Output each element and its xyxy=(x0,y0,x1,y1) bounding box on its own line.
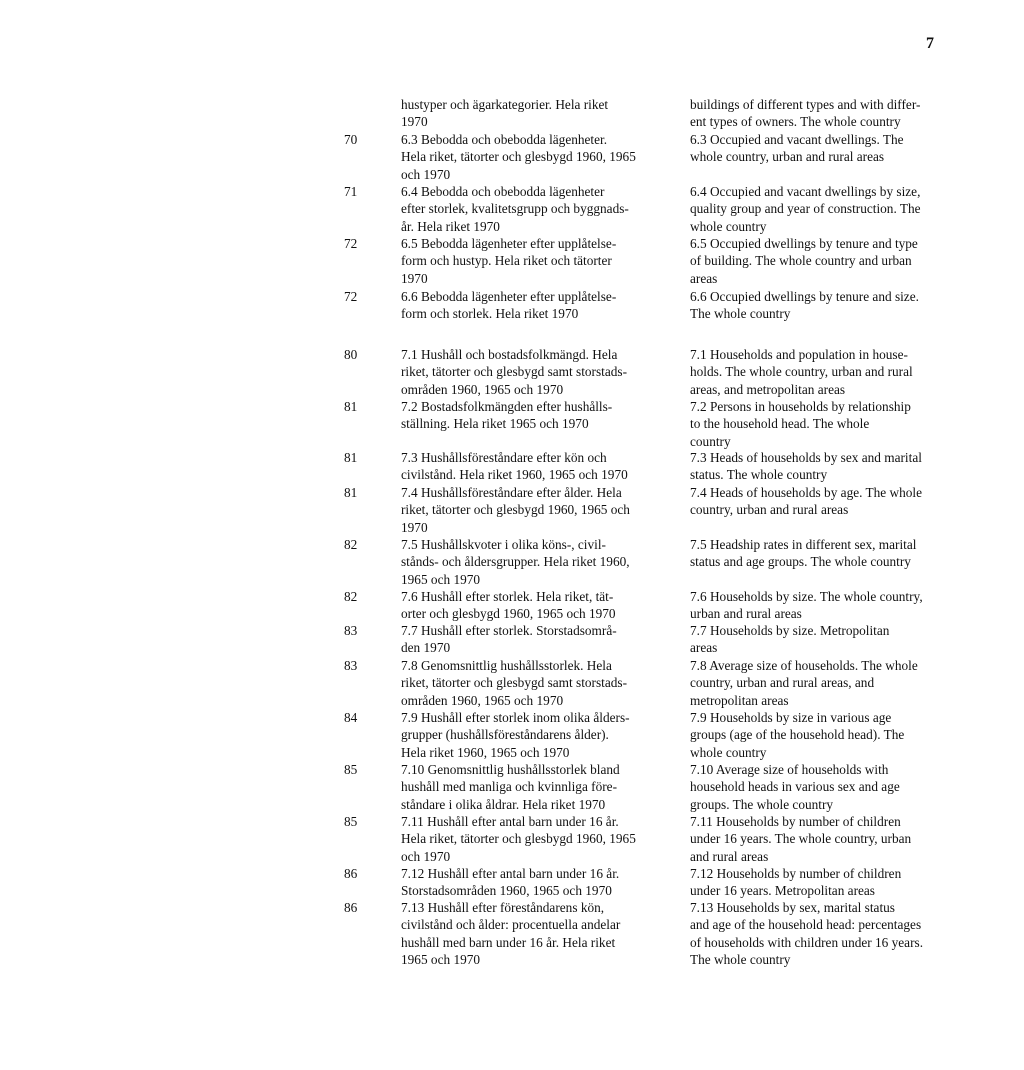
page-reference: 71 xyxy=(344,184,358,199)
swedish-title xyxy=(401,657,659,709)
english-title xyxy=(690,622,942,657)
english-title-line: 7.4 Heads of households by age. The whole xyxy=(690,485,923,500)
english-title-line: The whole country xyxy=(690,951,791,967)
english-title-line: holds. The whole country, urban and rural xyxy=(690,364,913,380)
swedish-title-line: Hela riket, tätorter och glesbygd 1960, 1965 xyxy=(401,831,636,847)
english-title xyxy=(690,449,942,484)
english-title-line: buildings of different types and with differ- xyxy=(690,97,921,112)
page-reference: 85 xyxy=(344,814,358,829)
swedish-title-line: 7.2 Bostadsfolkmängden efter hushålls- xyxy=(401,399,613,414)
page-reference: 84 xyxy=(344,710,358,725)
page-reference: 82 xyxy=(344,537,358,552)
english-title-line: 7.9 Households by size in various age xyxy=(690,710,892,725)
english-title-line: areas xyxy=(690,270,718,286)
swedish-title-line: och 1970 xyxy=(401,848,451,864)
english-title-line: under 16 years. The whole country, urban xyxy=(690,831,912,847)
swedish-title-line: 1970 xyxy=(401,519,428,535)
english-title xyxy=(690,484,942,519)
swedish-title xyxy=(401,288,659,323)
swedish-title-line: ståndare i olika åldrar. Hela riket 1970 xyxy=(401,796,606,812)
english-title-line: whole country xyxy=(690,218,767,234)
english-title-line: The whole country xyxy=(690,306,791,322)
swedish-title xyxy=(401,865,659,900)
english-title xyxy=(690,131,942,166)
swedish-title xyxy=(401,899,659,968)
swedish-title-line: stånds- och åldersgrupper. Hela riket 1960, xyxy=(401,554,630,570)
english-title xyxy=(690,536,942,571)
swedish-title-line: grupper (hushållsföreståndarens ålder). xyxy=(401,727,609,743)
page-reference: 82 xyxy=(344,589,358,604)
swedish-title-line: Hela riket, tätorter och glesbygd 1960, 1965 xyxy=(401,149,636,165)
swedish-title-line: 7.3 Hushållsföreståndare efter kön och xyxy=(401,450,607,465)
swedish-title-line: den 1970 xyxy=(401,640,451,656)
english-title-line: areas xyxy=(690,640,718,656)
english-title-line: and age of the household head: percentages xyxy=(690,917,922,933)
page-reference: 85 xyxy=(344,762,358,777)
page-reference: 83 xyxy=(344,623,358,638)
swedish-title-line: 6.6 Bebodda lägenheter efter upplåtelse- xyxy=(401,289,617,304)
swedish-title xyxy=(401,398,659,433)
english-title xyxy=(690,761,942,813)
swedish-title xyxy=(401,709,659,761)
page-reference: 80 xyxy=(344,347,358,362)
english-title-line: metropolitan areas xyxy=(690,692,789,708)
swedish-title xyxy=(401,484,659,536)
english-title-line: and rural areas xyxy=(690,848,769,864)
english-title xyxy=(690,346,942,398)
swedish-title-line: civilstånd och ålder: procentuella andelar xyxy=(401,917,621,933)
swedish-title-line: 7.11 Hushåll efter antal barn under 16 år. xyxy=(401,814,619,829)
english-title-line: 7.1 Households and population in house- xyxy=(690,347,908,362)
page-reference: 86 xyxy=(344,866,358,881)
english-title xyxy=(690,288,942,323)
page-reference: 81 xyxy=(344,450,358,465)
swedish-title-line: 7.5 Hushållskvoter i olika köns-, civil- xyxy=(401,537,606,552)
english-title-line: of households with children under 16 years. xyxy=(690,934,924,950)
english-title-line: 7.13 Households by sex, marital status xyxy=(690,900,895,915)
english-title xyxy=(690,657,942,709)
swedish-title-line: 7.8 Genomsnittlig hushållsstorlek. Hela xyxy=(401,658,612,673)
english-title-line: groups. The whole country xyxy=(690,796,834,812)
page-reference: 70 xyxy=(344,132,358,147)
swedish-title-line: ställning. Hela riket 1965 och 1970 xyxy=(401,416,589,432)
english-title-line: quality group and year of construction. The xyxy=(690,201,921,217)
english-title-line: status. The whole country xyxy=(690,467,828,483)
english-title-line: 7.3 Heads of households by sex and marital xyxy=(690,450,922,465)
english-title-line: 6.5 Occupied dwellings by tenure and type xyxy=(690,236,918,251)
english-title xyxy=(690,813,942,865)
english-title-line: whole country, urban and rural areas xyxy=(690,149,885,165)
swedish-title xyxy=(401,346,659,398)
swedish-title-line: Hela riket 1960, 1965 och 1970 xyxy=(401,744,570,760)
swedish-title-line: efter storlek, kvalitetsgrupp och byggnads- xyxy=(401,201,629,217)
english-title-line: 6.4 Occupied and vacant dwellings by size, xyxy=(690,184,921,199)
swedish-title-line: riket, tätorter och glesbygd samt storstads- xyxy=(401,364,627,380)
english-title-line: 7.11 Households by number of children xyxy=(690,814,901,829)
english-title-line: urban and rural areas xyxy=(690,606,802,622)
swedish-title xyxy=(401,183,659,235)
english-title-line: under 16 years. Metropolitan areas xyxy=(690,883,875,899)
english-title-line: 7.5 Headship rates in different sex, marital xyxy=(690,537,917,552)
english-title-line: country, urban and rural areas, and xyxy=(690,675,875,691)
english-title xyxy=(690,588,942,623)
english-title xyxy=(690,398,942,450)
swedish-title xyxy=(401,96,659,131)
english-title-line: of building. The whole country and urban xyxy=(690,253,912,269)
swedish-title-line: form och hustyp. Hela riket och tätorter xyxy=(401,253,612,269)
english-title-line: 7.6 Households by size. The whole country, xyxy=(690,589,923,604)
english-title-line: 7.7 Households by size. Metropolitan xyxy=(690,623,890,638)
english-title-line: ent types of owners. The whole country xyxy=(690,114,901,130)
english-title xyxy=(690,709,942,761)
page-reference: 81 xyxy=(344,485,358,500)
swedish-title-line: 6.4 Bebodda och obebodda lägenheter xyxy=(401,184,605,199)
swedish-title xyxy=(401,131,659,183)
page-reference: 72 xyxy=(344,236,358,251)
swedish-title-line: 7.10 Genomsnittlig hushållsstorlek bland xyxy=(401,762,620,777)
swedish-title-line: 6.3 Bebodda och obebodda lägenheter. xyxy=(401,132,608,147)
swedish-title-line: 7.7 Hushåll efter storlek. Storstadsområ- xyxy=(401,623,617,638)
english-title xyxy=(690,235,942,287)
swedish-title-line: hustyper och ägarkategorier. Hela riket xyxy=(401,97,609,112)
english-title-line: country xyxy=(690,433,731,449)
swedish-title-line: hushåll med barn under 16 år. Hela riket xyxy=(401,934,616,950)
swedish-title xyxy=(401,235,659,287)
swedish-title-line: 1965 och 1970 xyxy=(401,951,481,967)
swedish-title-line: och 1970 xyxy=(401,166,451,182)
english-title-line: groups (age of the household head). The xyxy=(690,727,905,743)
swedish-title-line: riket, tätorter och glesbygd samt storstads- xyxy=(401,675,627,691)
english-title-line: areas, and metropolitan areas xyxy=(690,381,846,397)
swedish-title xyxy=(401,622,659,657)
swedish-title-line: områden 1960, 1965 och 1970 xyxy=(401,381,564,397)
swedish-title-line: 1970 xyxy=(401,114,428,130)
english-title-line: status and age groups. The whole country xyxy=(690,554,911,570)
english-title-line: 7.10 Average size of households with xyxy=(690,762,889,777)
english-title-line: 6.6 Occupied dwellings by tenure and size. xyxy=(690,289,919,304)
page-reference: 86 xyxy=(344,900,358,915)
swedish-title-line: 6.5 Bebodda lägenheter efter upplåtelse- xyxy=(401,236,617,251)
swedish-title xyxy=(401,449,659,484)
english-title-line: household heads in various sex and age xyxy=(690,779,900,795)
english-title-line: 7.12 Households by number of children xyxy=(690,866,902,881)
swedish-title-line: 1970 xyxy=(401,270,428,286)
swedish-title-line: 7.9 Hushåll efter storlek inom olika ålders- xyxy=(401,710,630,725)
swedish-title-line: riket, tätorter och glesbygd 1960, 1965 och xyxy=(401,502,630,518)
english-title-line: to the household head. The whole xyxy=(690,416,870,432)
english-title-line: 6.3 Occupied and vacant dwellings. The xyxy=(690,132,904,147)
swedish-title-line: 7.13 Hushåll efter föreståndarens kön, xyxy=(401,900,605,915)
english-title xyxy=(690,865,942,900)
swedish-title-line: 7.12 Hushåll efter antal barn under 16 år. xyxy=(401,866,620,881)
swedish-title-line: 7.4 Hushållsföreståndare efter ålder. Hela xyxy=(401,485,622,500)
swedish-title xyxy=(401,761,659,813)
swedish-title-line: civilstånd. Hela riket 1960, 1965 och 1970 xyxy=(401,467,628,483)
swedish-title xyxy=(401,536,659,588)
swedish-title-line: områden 1960, 1965 och 1970 xyxy=(401,692,564,708)
swedish-title-line: 1965 och 1970 xyxy=(401,571,481,587)
swedish-title-line: 7.6 Hushåll efter storlek. Hela riket, tät- xyxy=(401,589,614,604)
swedish-title-line: 7.1 Hushåll och bostadsfolkmängd. Hela xyxy=(401,347,618,362)
english-title-line: country, urban and rural areas xyxy=(690,502,849,518)
english-title xyxy=(690,899,942,968)
swedish-title-line: år. Hela riket 1970 xyxy=(401,218,500,234)
swedish-title-line: Storstadsområden 1960, 1965 och 1970 xyxy=(401,883,612,899)
page-number: 7 xyxy=(926,35,934,52)
swedish-title xyxy=(401,588,659,623)
swedish-title-line: form och storlek. Hela riket 1970 xyxy=(401,306,579,322)
english-title xyxy=(690,183,942,235)
swedish-title-line: hushåll med manliga och kvinnliga före- xyxy=(401,779,618,795)
swedish-title xyxy=(401,813,659,865)
page-reference: 83 xyxy=(344,658,358,673)
english-title-line: 7.8 Average size of households. The whole xyxy=(690,658,918,673)
page-reference: 81 xyxy=(344,399,358,414)
english-title-line: whole country xyxy=(690,744,767,760)
english-title xyxy=(690,96,942,131)
english-title-line: 7.2 Persons in households by relationship xyxy=(690,399,911,414)
swedish-title-line: orter och glesbygd 1960, 1965 och 1970 xyxy=(401,606,616,622)
page-reference: 72 xyxy=(344,289,358,304)
